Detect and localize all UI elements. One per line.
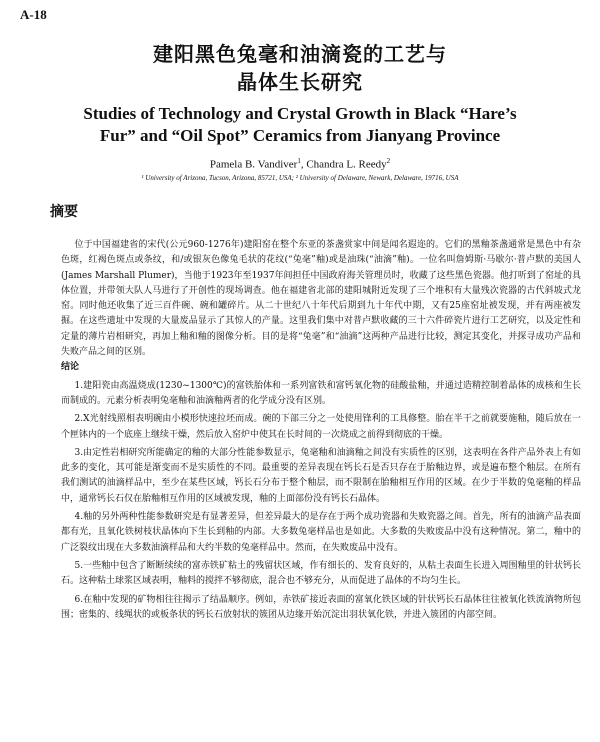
abstract-paragraph: 位于中国福建省的宋代(公元960-1276年)建阳窑在整个东亚的茶盏赏家中间是闻名遐迩的。它们的黑釉茶盏通常是黑色中有杂色斑，红褐色斑点或条纹，和/或银灰色像兔毛状的花纹(“兔毫”釉)或是油珠(“油滴”釉)。一位名叫詹姆斯·马歇尔·普卢默的美国人(James Marshall Plumer)，当他于1923年至1937年间担任中国政府海关管理员时，收藏了这些黑色瓷器。他打听到了窑址的具体位置，并带领大队人马进行了开创性的现场调查。他在福建省北部的建阳城附近发现了三个堆积有大量残次瓷器的古代斜坡式龙窑。同时他还收集了近三百件碗、碗和罐碎片。从二十世纪八十年代后期到九十年代中期，又有25座窑址被发现，并有两座被发掘。在这些遗址中发现的大量废品显示了其惊人的产量。这里我们集中对普卢默收藏的三十六件碎瓷片进行工艺研究，以及定性和定量的薄片岩相研究，再加上釉和釉的图像分析。目的是将“兔毫”和“油滴”这两种产品进行比较，测定其变化，并探寻成功产品和失败产品之间的区别。 — [61, 240, 581, 358]
abstract-heading: 摘要 — [50, 204, 78, 220]
authors — [0, 157, 600, 171]
author-2: Chandra L. Reedy — [306, 158, 387, 171]
conclusion-item-6: 6.在釉中发现的矿物相往往揭示了结晶顺序。例如，赤铁矿接近表面的富氧化铁区域的针状钙长石晶体往往被氧化铁流淌物所包围；密集的、线绳状的或板条状的钙长石放射状的簇团从边缘开始沉淀出羽状氧化铁，并进入簇团的内部空间。 — [61, 594, 581, 620]
affiliations: ¹ University of Arizona, Tucson, Arizona, 85721, USA; ² University of Delaware, Newark, Delaware, 19716, USA — [141, 174, 459, 182]
author-separator: , — [300, 158, 307, 171]
chinese-title-line-2: 晶体生长研究 — [237, 70, 363, 94]
page-id: A-18 — [20, 7, 47, 22]
english-title-line-2: Fur” and “Oil Spot” Ceramics from Jianyang Province — [99, 126, 501, 145]
chinese-title-line-1: 建阳黑色兔毫和油滴瓷的工艺与 — [153, 42, 447, 66]
author-1-superscript: 1 — [297, 157, 301, 165]
conclusion-item-1: 1.建阳瓷由高温烧成(1230~1300℃)的富铁胎体和一系列富铁和富钙氧化物的硅酸盐釉，并通过造精控制着晶体的成核和生长而制成的。元素分析表明兔毫釉和油滴釉两者的化学成分没有区别。 — [61, 380, 581, 406]
english-title-line-1: Studies of Technology and Crystal Growth in Black “Hare’s — [83, 104, 517, 123]
conclusion-heading: 结论 — [61, 362, 80, 373]
abstract-body — [61, 238, 581, 623]
conclusion-item-2: 2.X光射线照相表明碗由小模形快速拉坯而成。碗的下部三分之一处使用锋利的工具修整。胎在半干之前就要施釉，随后放在一个匣钵内的一个底座上继续干燥，然后放入窑炉中使其在长时间的一次烧成之前得到彻底的干燥。 — [61, 414, 581, 440]
conclusion-item-5: 5.一些釉中包含了断断续续的富赤铁矿粘土的残留状区域，作有细长的、发育良好的，从粘土表面生长进入周围釉里的针状钙长石。这种粘土球浆区域表明，釉料的搅拌不够彻底，混合也不够充分，从而促进了晶体的不均匀生长。 — [61, 560, 581, 587]
conclusion-item-4: 4.釉的另外两种性能参数研究是有显著差异，但差异最大的是存在于两个成功瓷器和失败瓷器之间。首先，所有的油滴产品表面都有光，且氧化铁树枝状晶体向下生长到釉的内部。大多数兔毫样品也是如此。大多数的失败废品中没有这种情况。第二，釉中的广泛裂纹出现在大多数油滴样品和大约半数的兔毫样品中。然而，在失败废品中没有。 — [61, 512, 581, 553]
conclusion-item-3: 3.由定性岩相研究所能确定的釉的大部分性能参数显示，兔毫釉和油滴釉之间没有实质性的区别，这表明在各件产品外表上有如此多的变化，其可能是渐变而不是实质性的不同。最重要的差异表现在钙长石是否只存在于胎釉边界，或是遍布整个釉层。在所有我们测试的油滴样品中，至少在某些区域，钙长石分布于整个釉层，而不限制在胎釉相互作用的区域。在少于半数的兔毫釉的样品中，通常钙长石仅在胎釉相互作用的区域被发现，釉的上面部份没有钙长石晶体。 — [61, 447, 581, 504]
author-2-superscript: 2 — [386, 157, 391, 165]
author-1: Pamela B. Vandiver — [209, 158, 298, 171]
